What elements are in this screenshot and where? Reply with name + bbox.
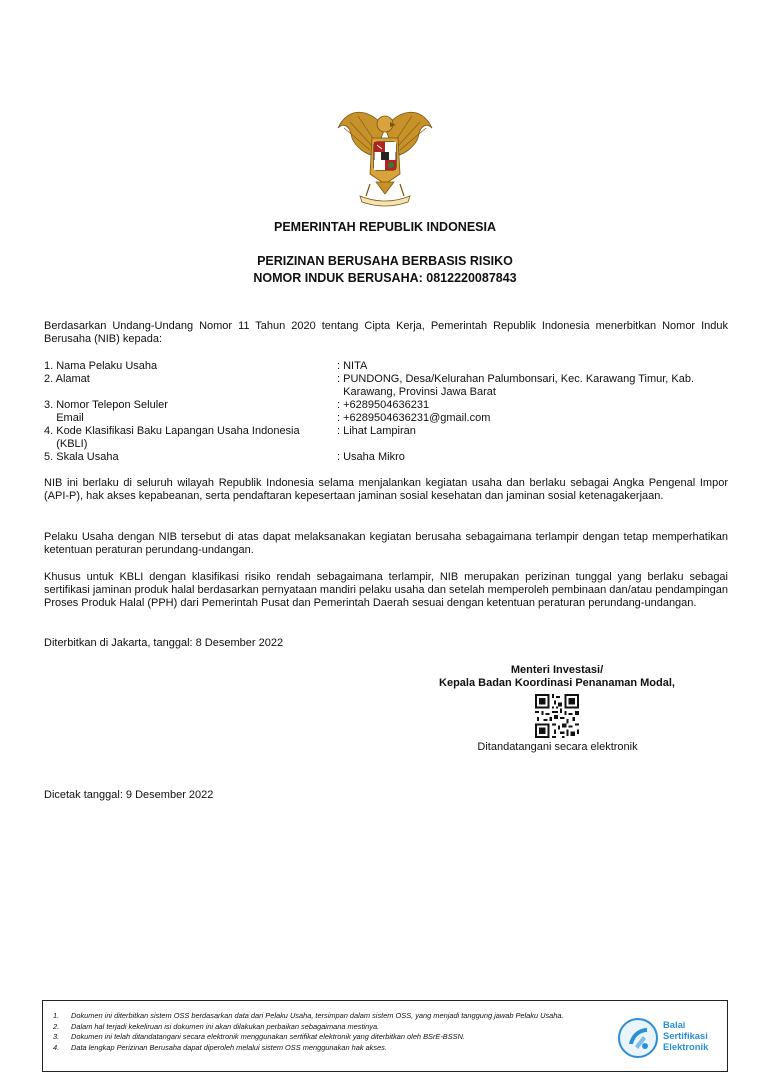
note-text: Data lengkap Perizinan Berusaha dapat diperoleh melalui sistem OSS menggunakan hak akses. [71, 1042, 387, 1052]
field-label: 2. Alamat [44, 373, 90, 385]
field-row-kbli [44, 425, 744, 451]
signatory-title-2: Kepala Badan Koordinasi Penanaman Modal, [439, 677, 675, 689]
field-value: : +6289504636231@gmail.com [337, 412, 491, 424]
halal-paragraph: Khusus untuk KBLI dengan klasifikasi risiko rendah sebagaimana terlampir, NIB merupakan perizinan tunggal yang berlaku sebagai sertifikasi jaminan produk halal berdasarkan pernyataan mandiri pelaku usaha dan setelah memperoleh pembinaan dan/atau pendampingan Proses Produk Halal (PPH) dari Pemerintah Pusat dan Pemerintah Daerah sesuai dengan ketentuan peraturan perundang-undangan. [44, 571, 728, 609]
printed-date: Dicetak tanggal: 9 Desember 2022 [44, 789, 214, 801]
activity-paragraph: Pelaku Usaha dengan NIB tersebut di atas dapat melaksanakan kegiatan berusaha sebagaimana terlampir dengan tetap memperhatikan ketentuan peraturan perundang-undangan. [44, 531, 728, 556]
garuda-emblem-icon [330, 98, 440, 208]
field-label: 3. Nomor Telepon Seluler [44, 399, 168, 411]
document-title: PERIZINAN BERUSAHA BERBASIS RISIKO [257, 254, 513, 268]
note-item [53, 1043, 613, 1054]
issued-date: Diterbitkan di Jakarta, tanggal: 8 Desember 2022 [44, 637, 284, 649]
note-item [53, 1022, 613, 1033]
signatory-block [422, 664, 692, 690]
field-label: 1. Nama Pelaku Usaha [44, 360, 158, 372]
bse-logo-line-3: Elektronik [663, 1041, 709, 1052]
note-number: 2. [53, 1021, 60, 1031]
field-value [337, 373, 737, 399]
field-label [44, 425, 334, 451]
address-line-2: Karawang, Provinsi Jawa Barat [337, 386, 496, 398]
field-label: Email [44, 412, 84, 424]
field-value: : NITA [337, 360, 368, 372]
bse-logo [617, 1014, 721, 1062]
field-row-email [44, 412, 744, 425]
field-row-name [44, 360, 744, 373]
kbli-label-line-2: (KBLI) [44, 438, 88, 450]
field-row-address [44, 373, 744, 399]
address-line-1: : PUNDONG, Desa/Kelurahan Palumbonsari, Kec. Karawang Timur, Kab. [337, 373, 695, 385]
note-number: 3. [53, 1032, 60, 1041]
validity-paragraph: NIB ini berlaku di seluruh wilayah Republik Indonesia selama menjalankan kegiatan usaha dan berlaku sebagai Angka Pengenal Impor (API-P), hak akses kepabeanan, serta pendaftaran kepesertaan jaminan sosial kesehatan dan jaminan sosial ketenagakerjaan. [44, 477, 728, 502]
qr-code-icon [535, 694, 579, 738]
note-number: 1. [53, 1011, 60, 1020]
business-details [44, 360, 744, 464]
field-value: : Lihat Lampiran [337, 425, 416, 437]
kbli-label-line-1: 4. Kode Klasifikasi Baku Lapangan Usaha Indonesia [44, 425, 300, 437]
note-text: Dalam hal terjadi kekeliruan isi dokumen ini akan dilakukan perbaikan sebagaimana mestinya. [71, 1021, 380, 1031]
bse-logo-icon [617, 1016, 659, 1060]
bse-logo-line-2: Sertifikasi [663, 1030, 708, 1041]
nib-number: NOMOR INDUK BERUSAHA: 0812220087843 [253, 271, 517, 285]
government-title: PEMERINTAH REPUBLIK INDONESIA [273, 220, 496, 234]
note-text: Dokumen ini diterbitkan sistem OSS berdasarkan data dari Pelaku Usaha, tersimpan dalam sistem OSS, yang menjadi tanggung jawab Pelaku Usaha. [71, 1011, 564, 1020]
field-value: : +6289504636231 [337, 399, 430, 411]
field-value: : Usaha Mikro [337, 451, 405, 463]
intro-paragraph: Berdasarkan Undang-Undang Nomor 11 Tahun 2020 tentang Cipta Kerja, Pemerintah Republik Indonesia menerbitkan Nomor Induk Berusaha (NIB) kepada: [44, 320, 728, 345]
electronic-signature-note: Ditandatangani secara elektronik [477, 741, 638, 753]
note-number: 4. [53, 1042, 60, 1052]
signatory-title-1: Menteri Investasi/ [510, 664, 604, 676]
note-text: Dokumen ini telah ditandatangani secara elektronik menggunakan sertifikat elektronik yang diterbitkan oleh BSrE-BSSN. [71, 1032, 465, 1041]
field-row-phone [44, 399, 744, 412]
bse-logo-text [663, 1019, 708, 1052]
bse-logo-line-1: Balai [663, 1019, 686, 1030]
field-label: 5. Skala Usaha [44, 451, 119, 463]
note-item [53, 1032, 613, 1043]
note-item [53, 1011, 613, 1022]
field-row-scale [44, 451, 744, 464]
footer-notes-box [42, 1000, 728, 1072]
notes-list [53, 1011, 613, 1053]
